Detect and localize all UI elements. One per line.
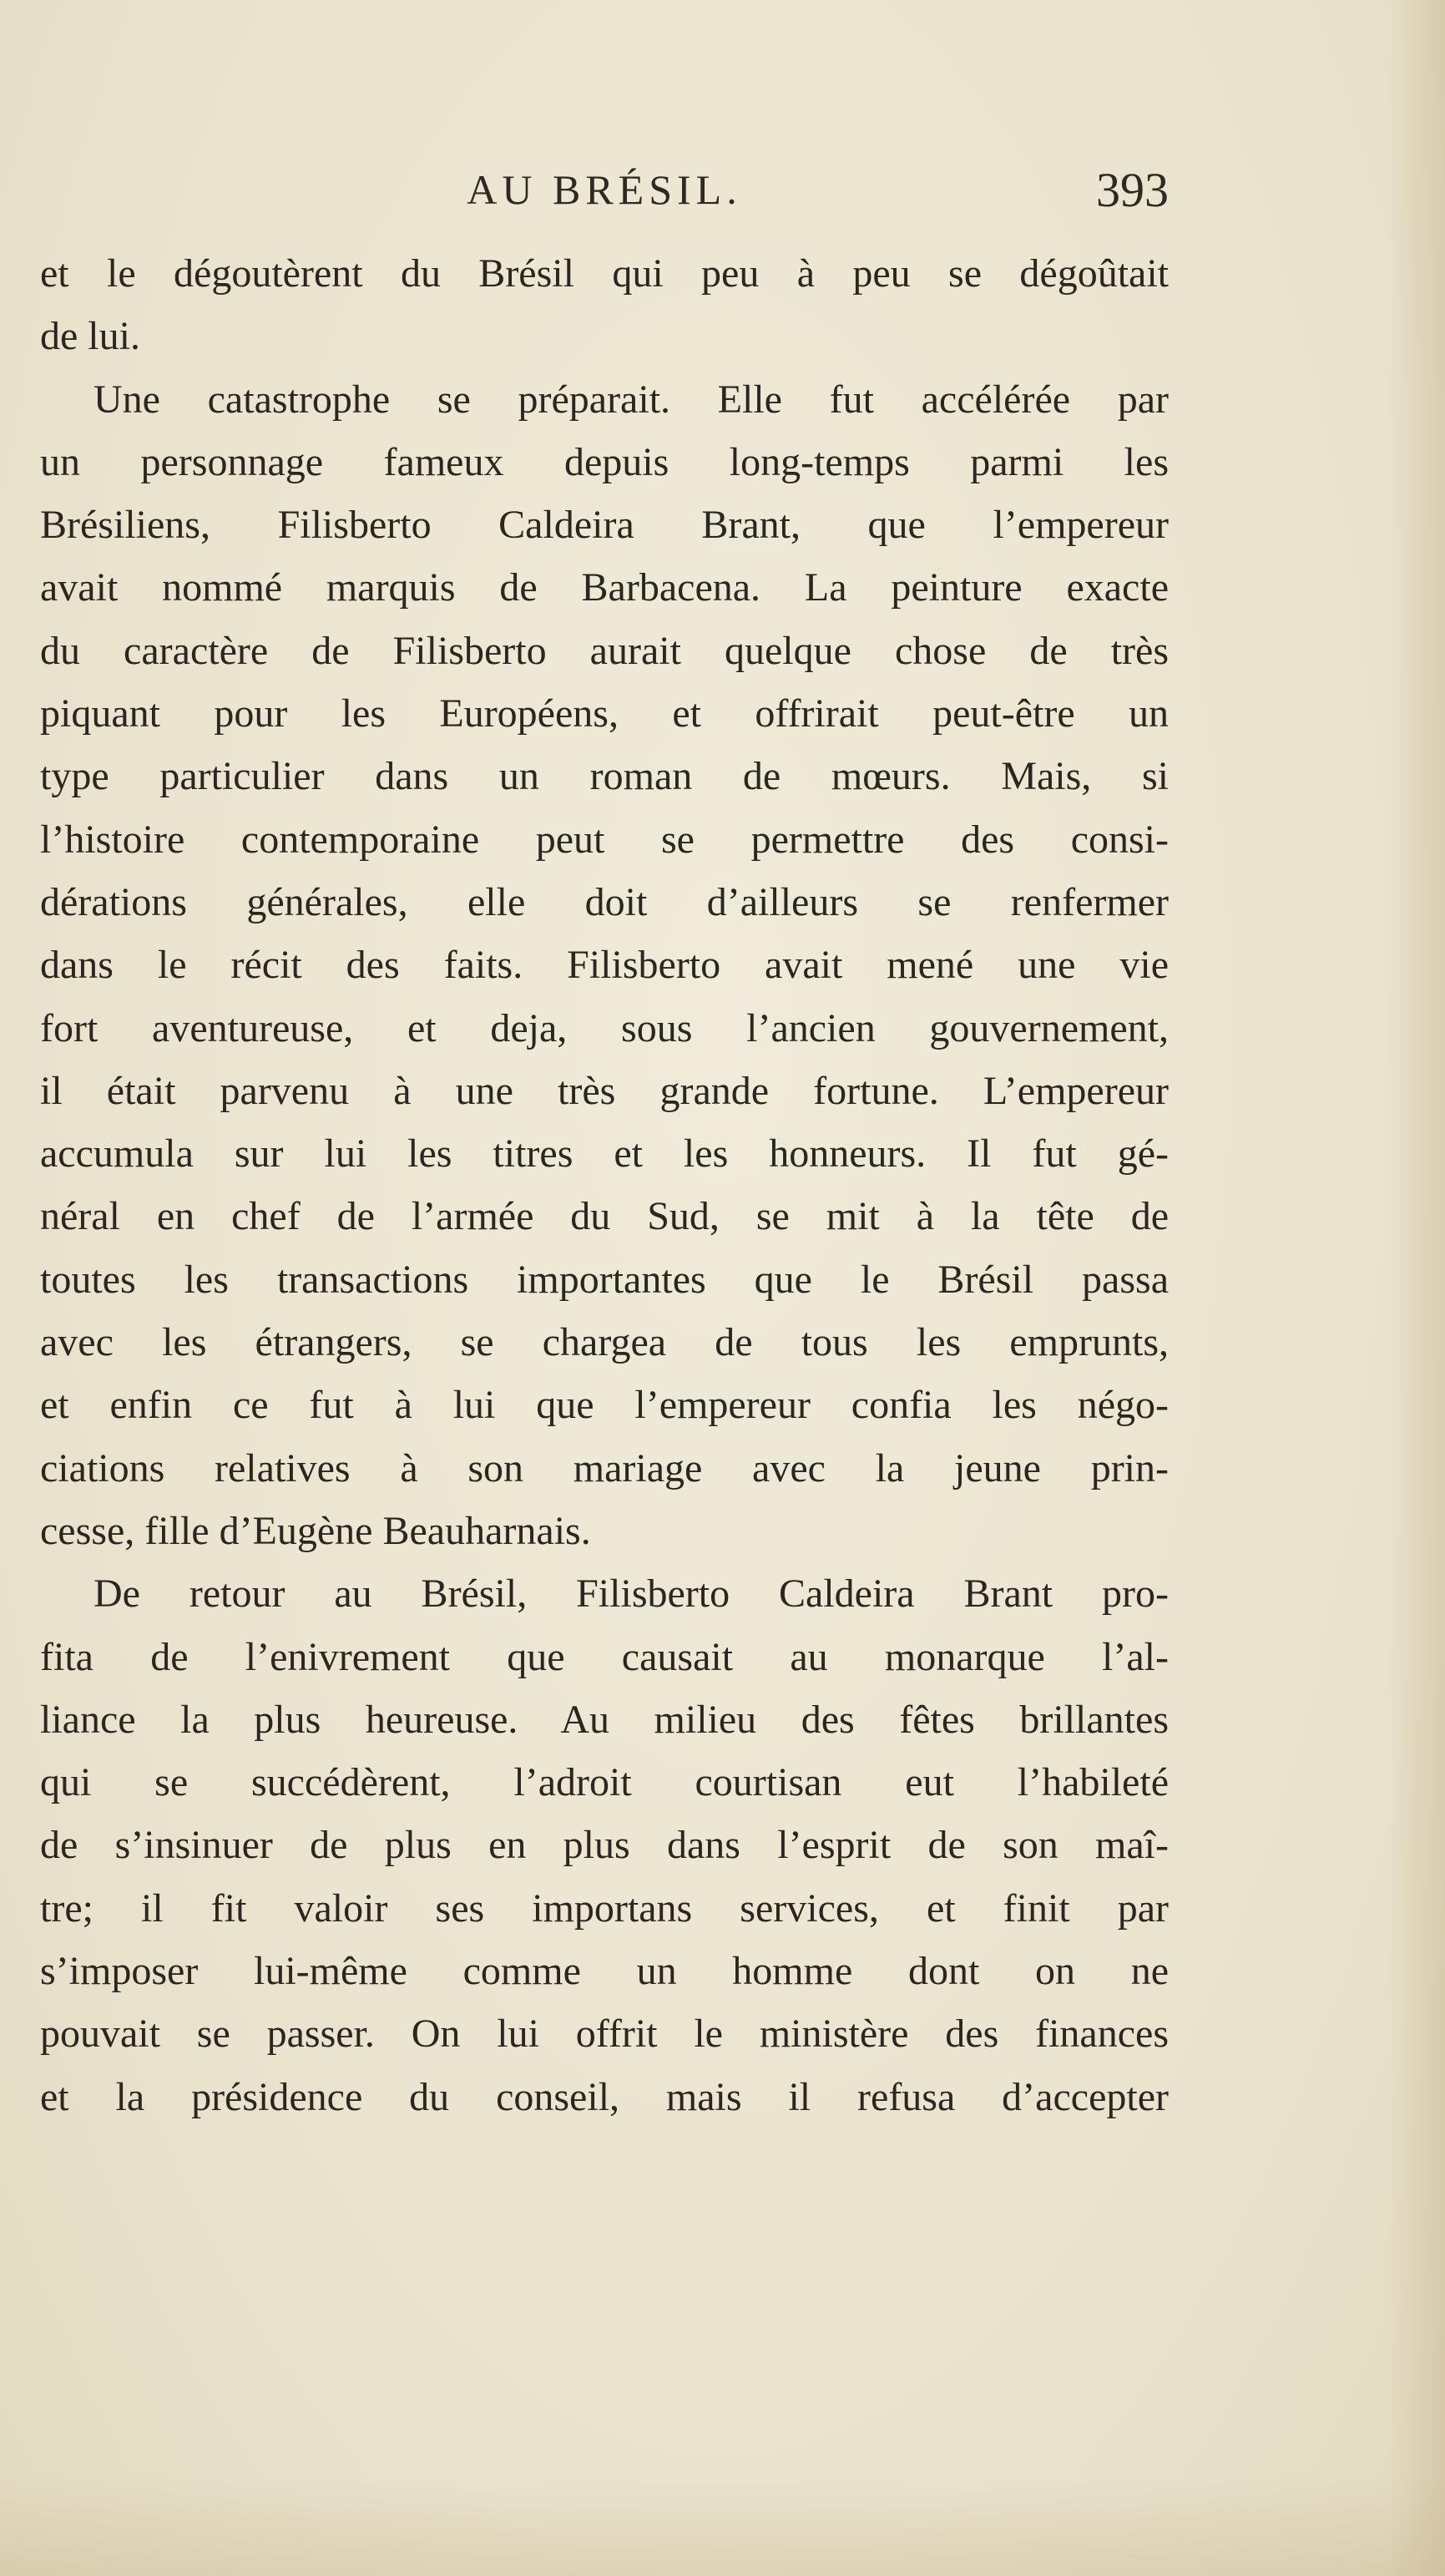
text-line: l’histoire contemporaine peut se permettre des consi- [40,817,1169,862]
text-line: avec les étrangers, se chargea de tous les emprunts, [40,1320,1169,1365]
text-line: accumula sur lui les titres et les honneurs. Il fut gé- [40,1131,1169,1177]
text-line: qui se succédèrent, l’adroit courtisan eut l’habileté [40,1760,1169,1805]
text-line: de s’insinuer de plus en plus dans l’esprit de son maî- [40,1823,1169,1868]
text-line: avait nommé marquis de Barbacena. La peinture exacte [40,565,1169,610]
text-line: du caractère de Filisberto aurait quelque chose de très [40,628,1169,673]
body-text [40,242,1169,2128]
page-number: 393 [1096,163,1169,217]
text-line: Une catastrophe se préparait. Elle fut accélérée par [93,377,1169,422]
text-line: pouvait se passer. On lui offrit le ministère des finances [40,2012,1169,2057]
page-bottom-stain [0,2476,1445,2576]
running-head [40,165,1169,232]
text-line: fita de l’enivrement que causait au monarque l’al- [40,1634,1169,1679]
text-line: un personnage fameux depuis long-temps parmi les [40,439,1169,484]
text-line: piquant pour les Européens, et offrirait peut-être un [40,691,1169,736]
text-line: cesse, fille d’Eugène Beauharnais. [40,1508,591,1553]
text-line: s’imposer lui-même comme un homme dont on ne [40,1949,1169,1994]
text-line: type particulier dans un roman de mœurs. Mais, si [40,754,1169,799]
text-line: toutes les transactions importantes que le Brésil passa [40,1257,1169,1302]
text-line: De retour au Brésil, Filisberto Caldeira Brant pro- [93,1571,1169,1617]
text-line: Brésiliens, Filisberto Caldeira Brant, que l’empereur [40,503,1169,548]
text-line: et enfin ce fut à lui que l’empereur confia les négo- [40,1383,1169,1428]
page-edge-stain [1387,0,1445,2576]
running-title: AU BRÉSIL. [467,166,742,213]
text-line: fort aventureuse, et deja, sous l’ancien gouvernement, [40,1005,1169,1050]
text-line: tre; il fit valoir ses importans services, et finit par [40,1885,1169,1931]
text-line: et le dégoutèrent du Brésil qui peu à peu se dégoûtait [40,251,1169,296]
text-line: néral en chef de l’armée du Sud, se mit à la tête de [40,1194,1169,1239]
text-line: dans le récit des faits. Filisberto avait mené une vie [40,943,1169,988]
text-line: dérations générales, elle doit d’ailleurs se renfermer [40,879,1169,924]
text-line: et la présidence du conseil, mais il refusa d’accepter [40,2074,1169,2119]
text-line: il était parvenu à une très grande fortune. L’empereur [40,1068,1169,1113]
text-line: ciations relatives à son mariage avec la jeune prin- [40,1445,1169,1490]
text-line: liance la plus heureuse. Au milieu des fêtes brillantes [40,1697,1169,1742]
text-line: de lui. [40,314,140,359]
